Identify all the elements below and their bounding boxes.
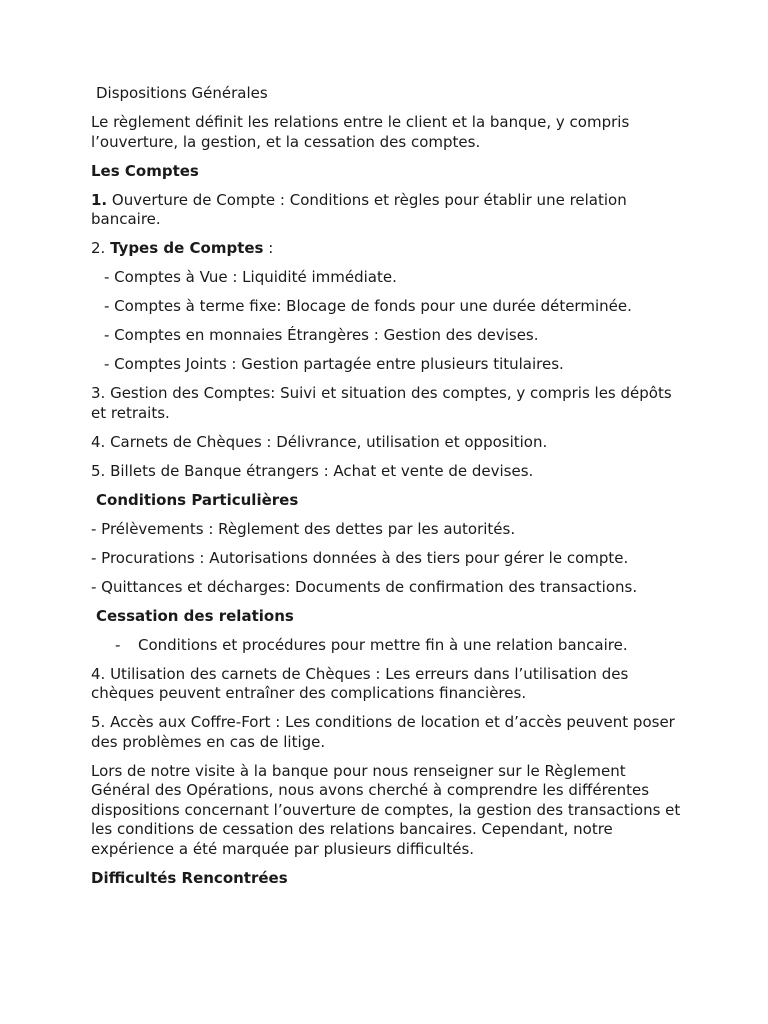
list-item-type: - Comptes Joints : Gestion partagée entre plusieurs titulaires. [104,355,564,373]
list-item-text: Conditions et procédures pour mettre fin à une relation bancaire. [138,635,628,654]
item-text: Ouverture de Compte : Conditions et règles pour établir une relation bancaire. [91,190,627,228]
list-item-type: - Comptes à terme fixe: Blocage de fonds pour une durée déterminée. [104,297,632,315]
heading-les-comptes: Les Comptes [91,161,199,180]
item-gestion-comptes: 3. Gestion des Comptes: Suivi et situation des comptes, y compris les dépôts et retraits. [91,384,672,422]
item-carnets-cheques: 4. Carnets de Chèques : Délivrance, utilisation et opposition. [91,432,548,451]
item-billets-banque: 5. Billets de Banque étrangers : Achat et vente de devises. [91,461,534,480]
item-colon: : [263,239,274,257]
heading-difficultes: Difficultés Rencontrées [91,868,288,887]
list-item-cessation [91,636,681,656]
list-item-type: - Comptes à Vue : Liquidité immédiate. [104,268,397,286]
list-item-condition: - Procurations : Autorisations données à des tiers pour gérer le compte. [91,548,629,567]
item-acces-coffre-fort: 5. Accès aux Coffre-Fort : Les conditions de location et d’accès peuvent poser des problèmes en cas de litige. [91,713,675,751]
list-dash-marker: - [115,635,121,654]
intro-paragraph: Le règlement définit les relations entre le client et la banque, y compris l’ouverture, la gestion, et la cessation des comptes. [91,113,630,151]
item-utilisation-carnets: 4. Utilisation des carnets de Chèques : Les erreurs dans l’utilisation des chèques peuvent entraîner des complications financières. [91,664,629,702]
item-number: 1. [91,190,108,209]
item-number: 2. [91,239,111,257]
visit-paragraph: Lors de notre visite à la banque pour nous renseigner sur le Règlement Général des Opérations, nous avons cherché à comprendre les différentes dispositions concernant l’ouverture de comptes, la gestion des transactions et les conditions de cessation des relations bancaires. Cependant, notre expérience a été marquée par plusieurs difficultés. [91,761,681,858]
item-types-comptes [91,239,681,259]
section-title-dispositions: Dispositions Générales [96,84,268,102]
document-page [91,84,681,898]
list-item-condition: - Prélèvements : Règlement des dettes par les autorités. [91,519,516,538]
list-item-type: - Comptes en monnaies Étrangères : Gestion des devises. [104,326,539,344]
heading-conditions-particulieres: Conditions Particulières [96,490,299,509]
list-item-condition: - Quittances et décharges: Documents de confirmation des transactions. [91,577,638,596]
heading-cessation-relations: Cessation des relations [96,606,294,625]
item-ouverture-compte [91,191,681,230]
item-bold-label: Types de Comptes [110,239,264,257]
